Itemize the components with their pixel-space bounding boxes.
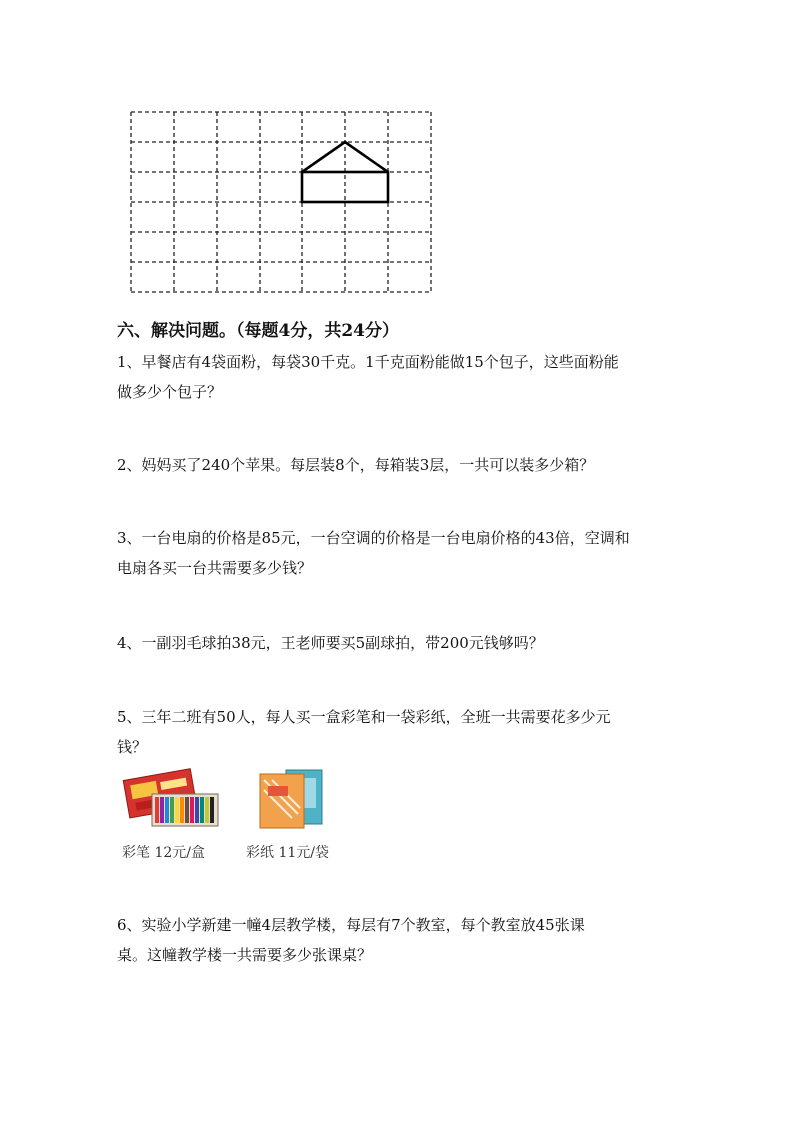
section-title: 六、解决问题。（每题4分，共24分） <box>117 321 399 341</box>
question-line: 桌。这幢教学楼一共需要多少张课桌？ <box>117 946 373 964</box>
question-line: 电扇各买一台共需要多少钱？ <box>117 559 313 577</box>
question-3 <box>117 523 687 583</box>
question-line: 4、一副羽毛球拍38元，王老师要买5副球拍，带200元钱够吗？ <box>117 634 544 652</box>
question-line: 钱？ <box>117 738 148 756</box>
question-6 <box>117 910 687 970</box>
question-line: 5、三年二班有50人，每人买一盒彩笔和一袋彩纸，全班一共需要花多少元 <box>117 708 611 726</box>
colored-paper-pack-image <box>246 768 332 830</box>
colored-pens-box-image <box>122 768 220 830</box>
item-caption: 彩笔 12元/盒 <box>122 845 205 861</box>
question-1 <box>117 347 687 407</box>
question-2 <box>117 450 687 480</box>
item-colored-paper <box>246 768 332 862</box>
question-5 <box>117 702 687 762</box>
grid-svg <box>130 111 432 293</box>
question-line: 1、早餐店有4袋面粉，每袋30千克。1千克面粉能做15个包子，这些面粉能 <box>117 353 619 371</box>
item-colored-pens <box>122 768 220 862</box>
question-line: 2、妈妈买了240个苹果。每层装8个，每箱装3层，一共可以装多少箱？ <box>117 456 595 474</box>
item-caption: 彩纸 11元/袋 <box>246 845 329 861</box>
question-line: 3、一台电扇的价格是85元，一台空调的价格是一台电扇价格的43倍，空调和 <box>117 529 630 547</box>
dotted-grid-figure <box>130 111 432 293</box>
question-line: 6、实验小学新建一幢4层教学楼，每层有7个教室，每个教室放45张课 <box>117 916 585 934</box>
question-line: 做多少个包子？ <box>117 383 223 401</box>
question-4 <box>117 628 687 658</box>
